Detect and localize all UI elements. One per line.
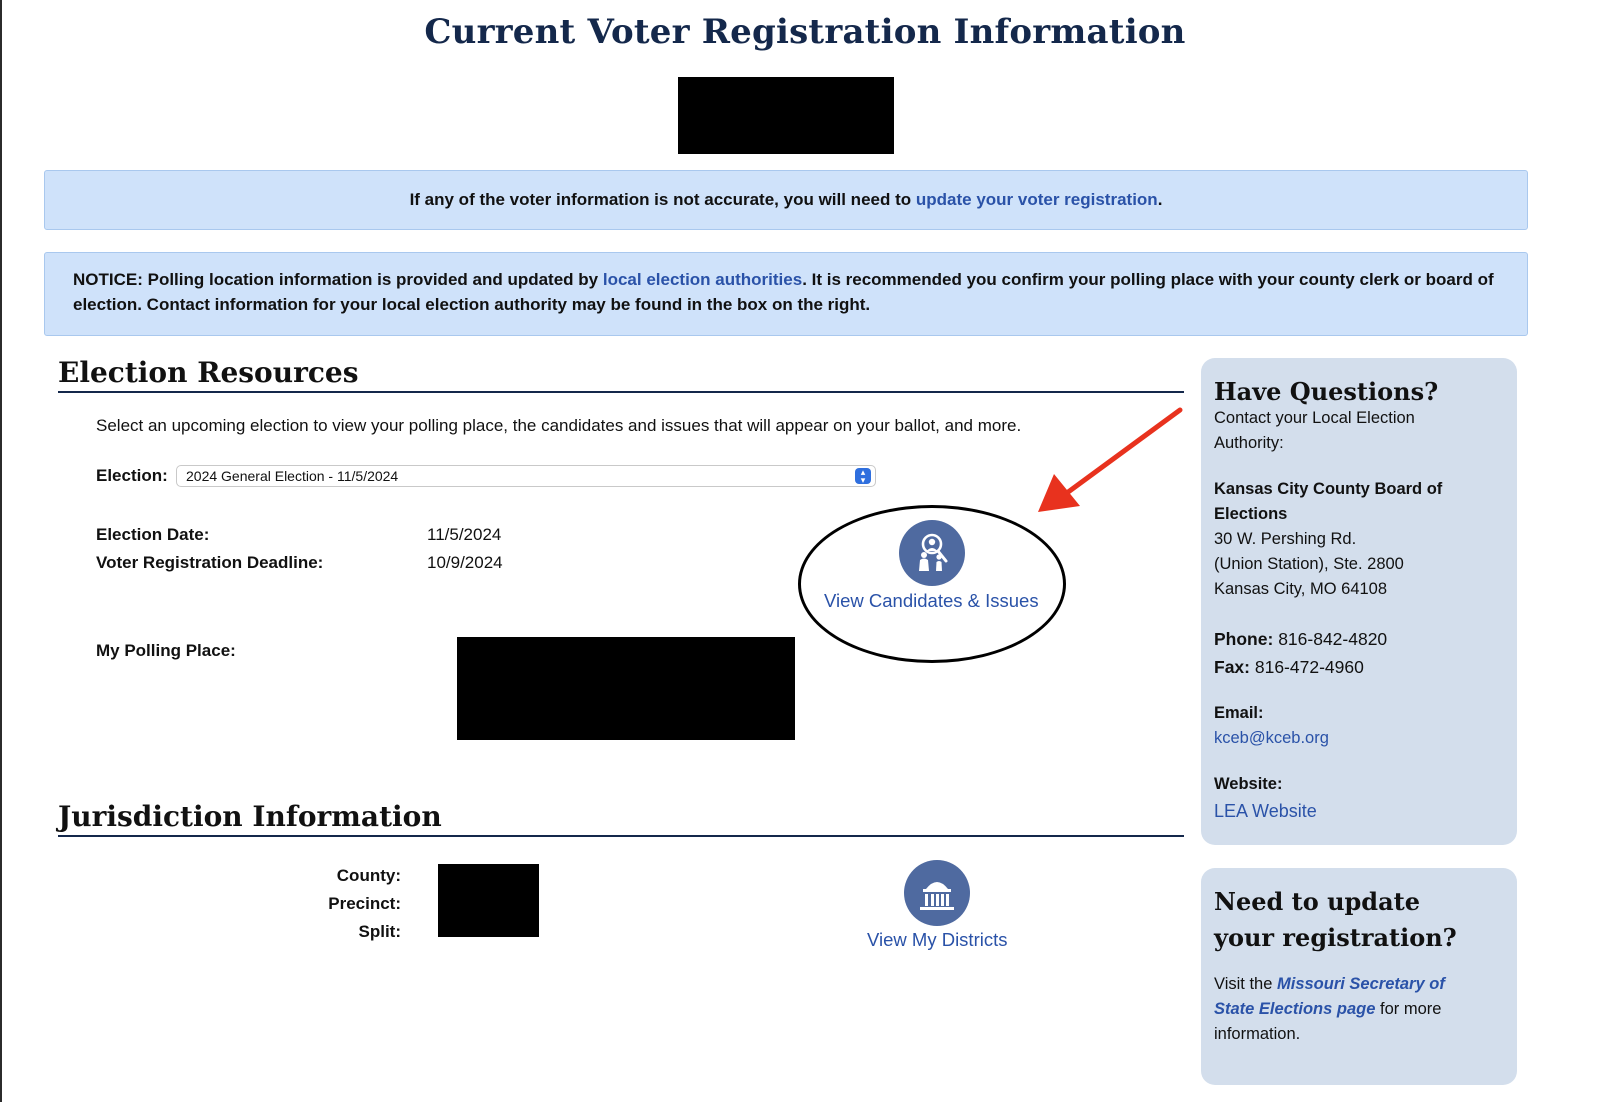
jurisdiction-heading: Jurisdiction Information	[58, 800, 1184, 837]
districts-icon-wrap[interactable]	[904, 860, 970, 926]
county-label: County:	[336, 866, 401, 885]
polling-notice-prefix: NOTICE: Polling location information is provided and updated by	[73, 270, 599, 289]
precinct-label: Precinct:	[328, 894, 401, 913]
missouri-sos-elections-link[interactable]: Missouri Secretary of State Elections page	[1214, 975, 1445, 1018]
update-registration-text	[1214, 972, 1474, 1047]
annotation-arrow-icon	[1030, 402, 1190, 522]
update-registration-link[interactable]: update your voter registration	[915, 190, 1158, 209]
view-candidates-issues-link[interactable]: View Candidates & Issues	[824, 590, 1039, 611]
page-title: Current Voter Registration Information	[424, 12, 1186, 52]
election-select[interactable]	[176, 465, 876, 487]
polling-place-label: My Polling Place:	[96, 641, 236, 660]
capitol-building-icon	[904, 860, 970, 926]
address-line-3: Kansas City, MO 64108	[1214, 580, 1388, 598]
have-questions-title: Have Questions?	[1214, 377, 1439, 406]
election-resources-heading: Election Resources	[58, 356, 1184, 393]
update-registration-title: Need to update your registration?	[1214, 887, 1457, 952]
window-left-border	[0, 0, 2, 1102]
registration-deadline-value: 10/9/2024	[427, 553, 503, 572]
select-updown-icon: ▴ ▾	[855, 468, 871, 484]
fax-value: 816-472-4960	[1254, 657, 1364, 677]
phone-value: 816-842-4820	[1278, 629, 1388, 649]
accuracy-notice	[44, 170, 1528, 230]
questions-intro: Contact your Local Election Authority:	[1214, 409, 1415, 452]
view-districts-link[interactable]: View My Districts	[867, 929, 1008, 950]
election-label: Election:	[96, 466, 168, 485]
phone-label: Phone:	[1214, 629, 1274, 649]
split-label: Split:	[358, 922, 401, 941]
local-election-authorities-link[interactable]: local election authorities	[602, 270, 803, 289]
phone-row	[1214, 625, 1504, 653]
address-line-1: 30 W. Pershing Rd.	[1214, 530, 1357, 548]
have-questions-card	[1201, 358, 1517, 845]
update-suffix: for more information.	[1214, 1000, 1442, 1043]
registration-deadline-label: Voter Registration Deadline:	[96, 553, 324, 572]
election-resources-intro: Select an upcoming election to view your polling place, the candidates and issues that will appear on your ballot, and more.	[96, 416, 1022, 435]
fax-label: Fax:	[1214, 657, 1250, 677]
website-label: Website:	[1214, 775, 1283, 793]
update-registration-card	[1201, 868, 1517, 1085]
email-link[interactable]: kceb@kceb.org	[1214, 729, 1329, 747]
polling-notice	[44, 252, 1528, 336]
fax-row	[1214, 653, 1504, 681]
accuracy-notice-text: If any of the voter information is not accurate, you will need to	[409, 190, 912, 209]
polling-notice-suffix: . It is recommended you confirm your polling place with your county clerk or board of election. Contact information for your local election authority may be found in the box on the right.	[73, 270, 1494, 314]
election-select-value: 2024 General Election - 11/5/2024	[186, 468, 399, 484]
address-line-2: (Union Station), Ste. 2800	[1214, 555, 1404, 573]
lea-website-link[interactable]: LEA Website	[1214, 801, 1317, 821]
redacted-polling-place	[457, 637, 795, 740]
email-label: Email:	[1214, 704, 1264, 722]
redacted-jurisdiction-values	[438, 864, 539, 937]
annotation-circle	[798, 505, 1066, 663]
authority-name: Kansas City County Board of Elections	[1214, 480, 1443, 523]
redacted-voter-name	[678, 77, 894, 154]
update-prefix: Visit the	[1214, 975, 1273, 993]
election-date-value: 11/5/2024	[427, 525, 502, 544]
election-date-label: Election Date:	[96, 525, 210, 544]
accuracy-notice-end: .	[1157, 190, 1163, 209]
